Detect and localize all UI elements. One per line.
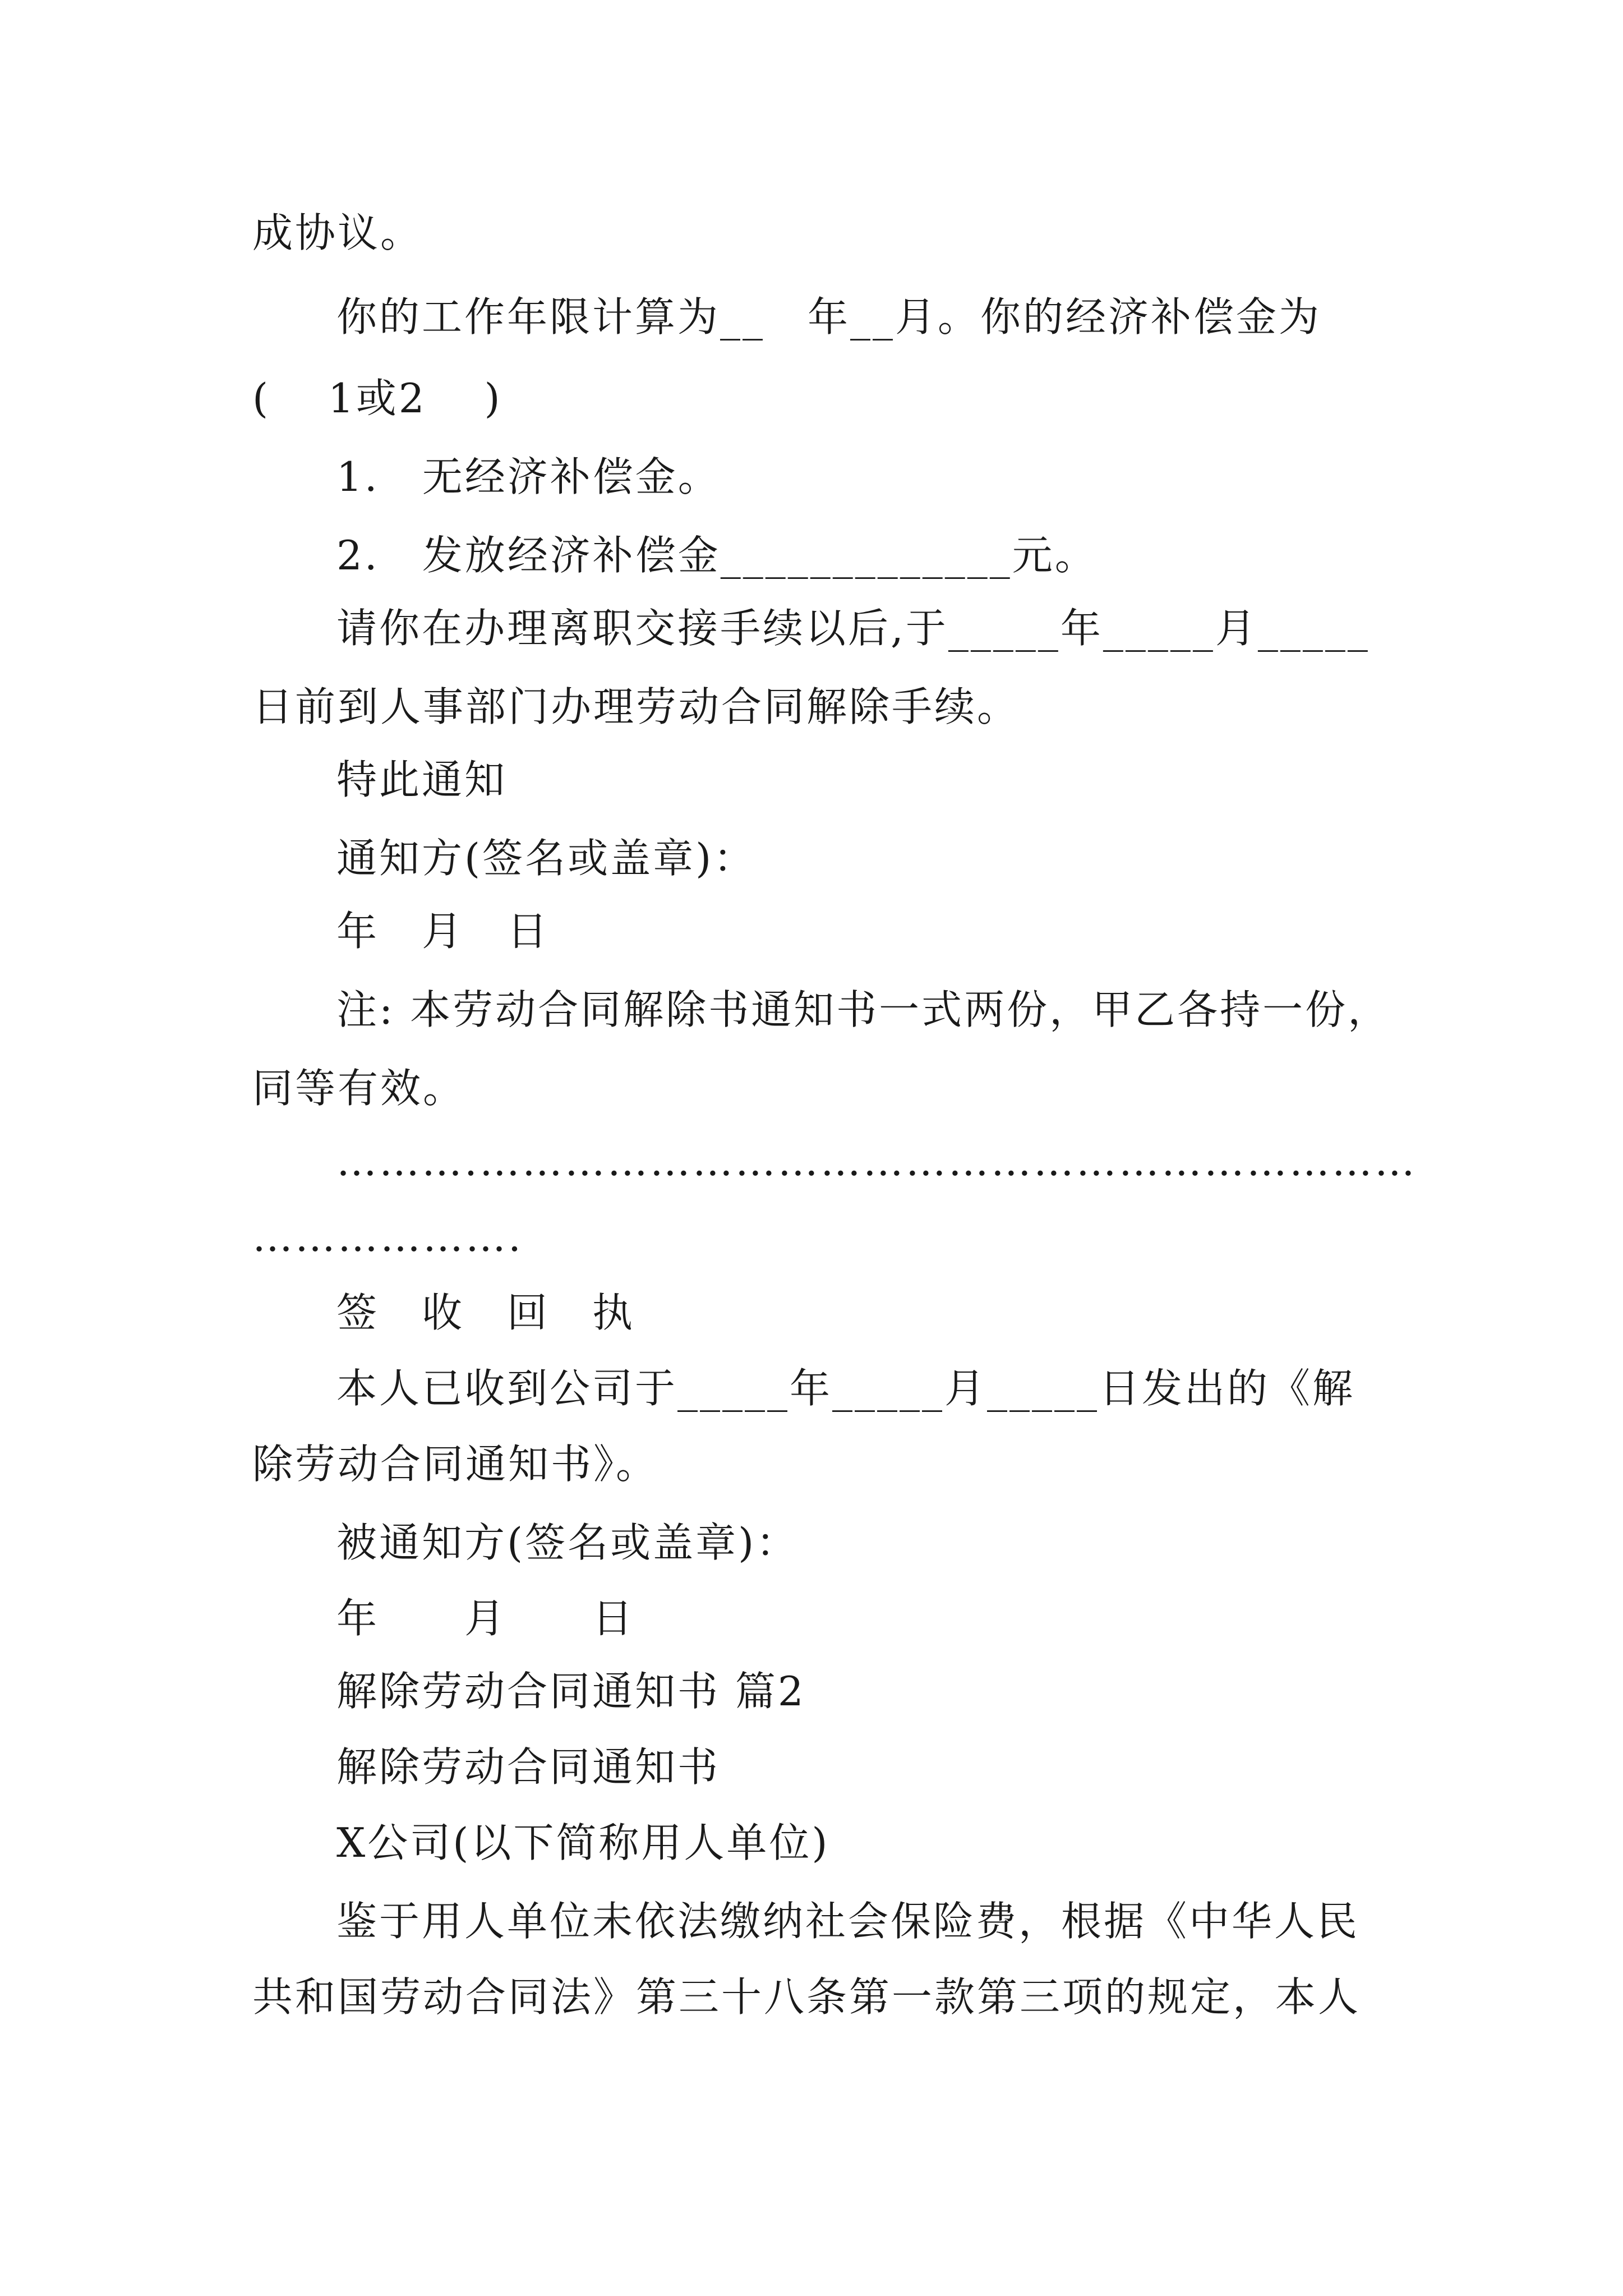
text-line: 成协议。 (252, 209, 423, 256)
text-line: 共和国劳动合同法》第三十八条第一款第三项的规定，本人 (252, 1973, 1361, 2021)
text-line: X公司(以下简称用人单位) (336, 1819, 830, 1866)
text-line: 通知方(签名或盖章)： (336, 835, 757, 882)
text-line: 2. 发放经济补偿金_____________元。 (336, 532, 1098, 579)
text-line: 解除劳动合同通知书 (336, 1743, 721, 1791)
text-line: 年 月 日 (336, 908, 550, 955)
text-line: 请你在办理离职交接手续以后,于_____年_____月_____ (336, 605, 1370, 652)
text-line: 1. 无经济补偿金。 (336, 453, 721, 500)
text-line: 日前到人事部门办理劳动合同解除手续。 (252, 683, 1020, 730)
text-line: 特此通知 (336, 756, 508, 803)
text-line: 注: 本劳动合同解除书通知书一式两份，甲乙各持一份， (336, 986, 1391, 1033)
text-line: 你的工作年限计算为__ 年__月。你的经济补偿金为 (336, 293, 1322, 341)
text-line: ……….………………………………………………………… (336, 1138, 1417, 1185)
text-line: 签 收 回 执 (336, 1289, 635, 1336)
text-line: 解除劳动合同通知书 篇2 (336, 1668, 806, 1715)
text-line: 本人已收到公司于_____年_____月_____日发出的《解 (336, 1365, 1355, 1412)
text-line: ………………. (252, 1213, 523, 1260)
text-line: 被通知方(签名或盖章)： (336, 1519, 799, 1566)
text-line: 除劳动合同通知书》。 (252, 1441, 659, 1488)
text-line: 同等有效。 (252, 1065, 466, 1112)
text-line: ( 1或2 ) (252, 375, 502, 422)
text-line: 年 月 日 (336, 1595, 635, 1642)
text-line: 鉴于用人单位未依法缴纳社会保险费，根据《中华人民 (336, 1898, 1360, 1945)
